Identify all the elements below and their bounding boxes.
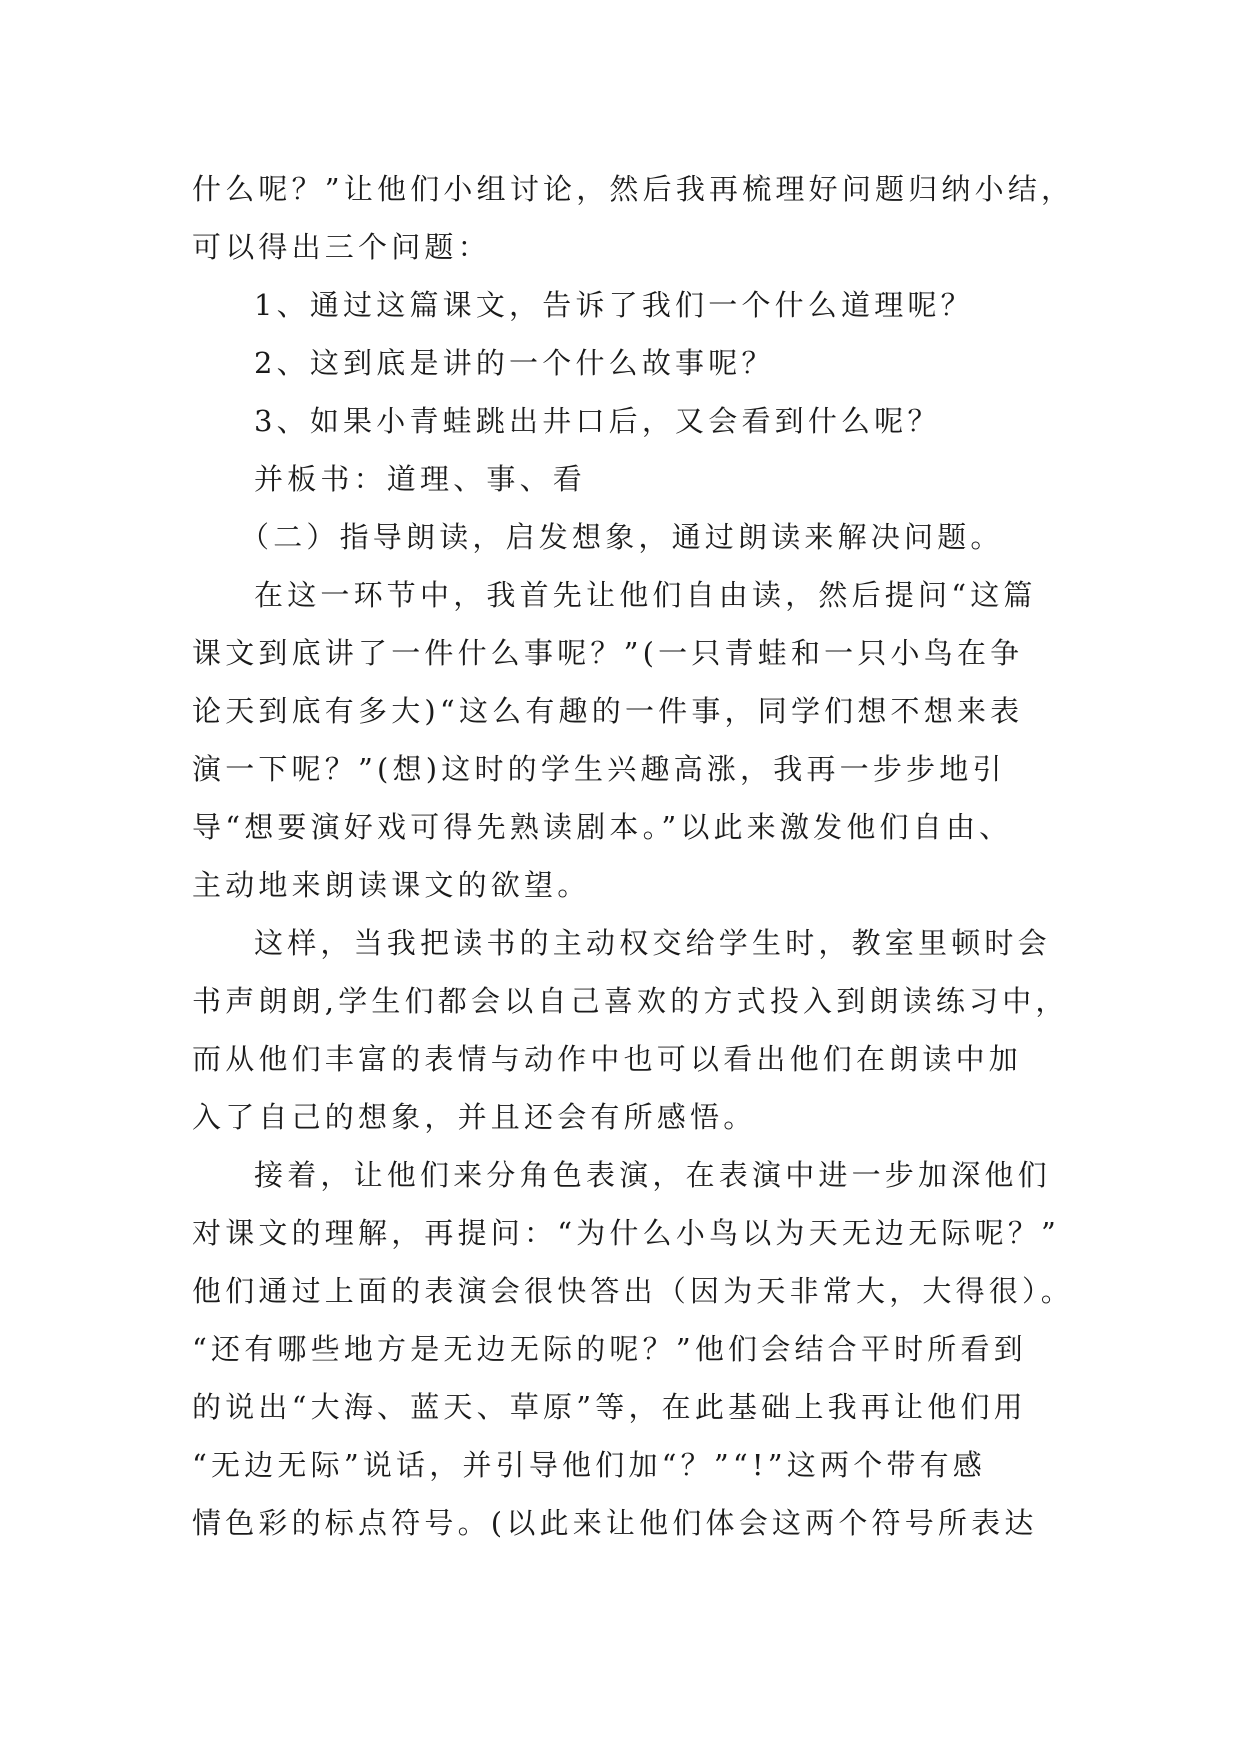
paragraph-line: 这样，当我把读书的主动权交给学生时，教室里顿时会: [254, 926, 1051, 960]
paragraph-line: 而从他们丰富的表情与动作中也可以看出他们在朗读中加: [192, 1042, 1023, 1076]
paragraph-line: 的说出“大海、蓝天、草原”等，在此基础上我再让他们用: [192, 1390, 1027, 1424]
paragraph-line: 他们通过上面的表演会很快答出（因为天非常大，大得很）。: [192, 1274, 1074, 1308]
question-item-3: 3、如果小青蛙跳出井口后，又会看到什么呢？: [254, 404, 941, 438]
paragraph-line: “还有哪些地方是无边无际的呢？”他们会结合平时所看到: [192, 1332, 1027, 1366]
paragraph-line: “无边无际”说话，并引导他们加“？”“!”这两个带有感: [192, 1448, 987, 1482]
paragraph-line: 什么呢？”让他们小组讨论，然后我再梳理好问题归纳小结，: [192, 172, 1075, 206]
paragraph-line: 可以得出三个问题：: [192, 230, 491, 264]
paragraph-line: 情色彩的标点符号。(以此来让他们体会这两个符号所表达: [192, 1506, 1038, 1540]
board-note: 并板书：道理、事、看: [254, 462, 587, 496]
paragraph-line: 书声朗朗,学生们都会以自己喜欢的方式投入到朗读练习中，: [192, 984, 1069, 1018]
question-item-1: 1、通过这篇课文，告诉了我们一个什么道理呢？: [254, 288, 974, 322]
paragraph-line: 导“想要演好戏可得先熟读剧本。”以此来激发他们自由、: [192, 810, 1013, 844]
paragraph-line: 在这一环节中，我首先让他们自由读，然后提问“这篇: [254, 578, 1037, 612]
document-body: [192, 160, 1092, 1552]
paragraph-line: 主动地来朗读课文的欲望。: [192, 868, 591, 902]
paragraph-line: 入了自己的想象，并且还会有所感悟。: [192, 1100, 757, 1134]
paragraph-line: 课文到底讲了一件什么事呢？”(一只青蛙和一只小鸟在争: [192, 636, 1024, 670]
paragraph-line: 论天到底有多大)“这么有趣的一件事，同学们想不想来表: [192, 694, 1024, 728]
section-heading: （二）指导朗读，启发想象，通过朗读来解决问题。: [240, 520, 1004, 554]
paragraph-line: 演一下呢？”(想)这时的学生兴趣高涨，我再一步步地引: [192, 752, 1006, 786]
paragraph-line: 接着，让他们来分角色表演，在表演中进一步加深他们: [254, 1158, 1051, 1192]
paragraph-line: 对课文的理解，再提问：“为什么小鸟以为天无边无际呢？”: [192, 1216, 1061, 1250]
question-item-2: 2、这到底是讲的一个什么故事呢？: [254, 346, 775, 380]
